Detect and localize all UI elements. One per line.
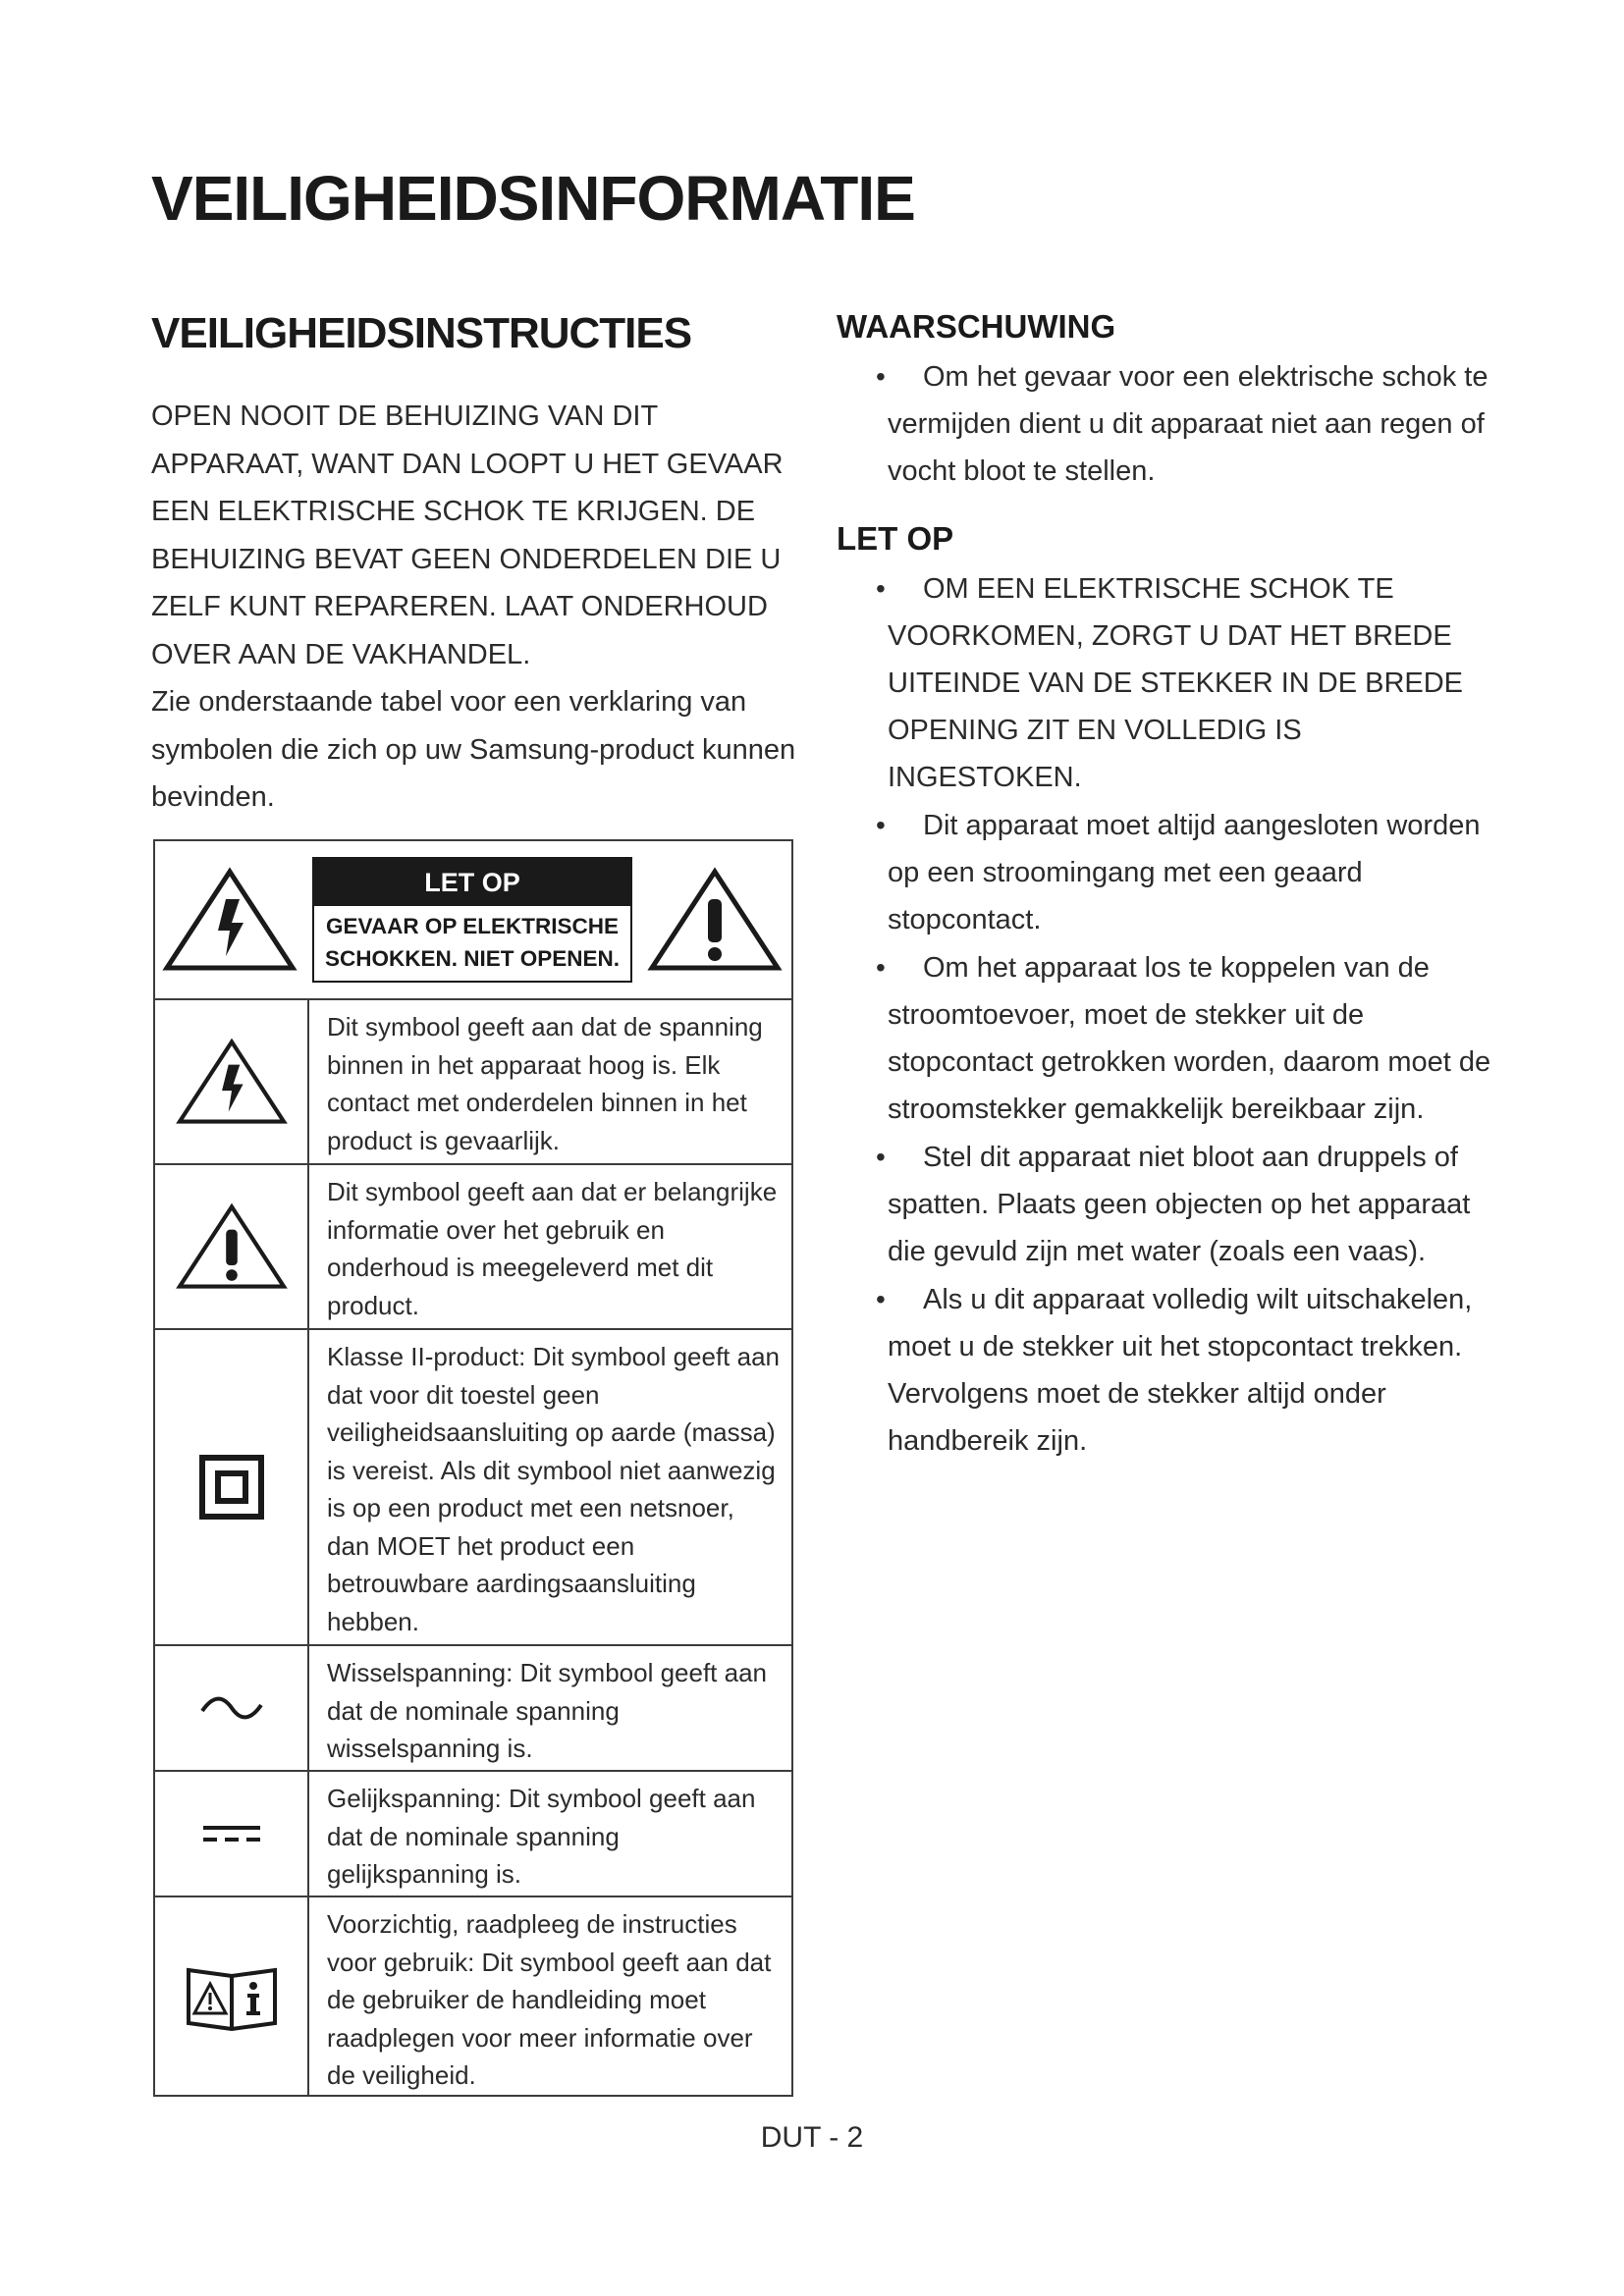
ac-sine-wave-icon bbox=[199, 1693, 264, 1723]
caution-item: • OM EEN ELEKTRISCHE SCHOK TE VOORKOMEN, ZORGT U DAT HET BREDE UITEINDE VAN DE STEKKER IN DE BREDE OPENING ZIT EN VOLLEDIG IS INGESTOKEN. bbox=[837, 565, 1494, 801]
caution-title: LET OP bbox=[837, 520, 954, 557]
caution-item: • Als u dit apparaat volledig wilt uitschakelen, moet u de stekker uit het stopcontact trekken. Vervolgens moet de stekker altijd onder handbereik zijn. bbox=[837, 1276, 1494, 1465]
symbol-description: Wisselspanning: Dit symbool geeft aan dat de nominale spanning wisselspanning is. bbox=[327, 1658, 768, 1763]
section-title-safety-instructions: VEILIGHEIDSINSTRUCTIES bbox=[151, 309, 692, 357]
symbols-table bbox=[153, 839, 793, 2097]
symbol-description: Dit symbool geeft aan dat de spanning binnen in het apparaat hoog is. Elk contact met onderdelen binnen in het product is gevaarlijk. bbox=[327, 1012, 763, 1155]
exclamation-triangle-icon bbox=[175, 1201, 289, 1292]
dc-voltage-icon bbox=[201, 1822, 262, 1845]
lightning-triangle-icon bbox=[175, 1037, 289, 1127]
double-square-class-ii-icon bbox=[199, 1455, 264, 1520]
symbols-intro-paragraph: Zie onderstaande tabel voor een verklaring van symbolen die zich op uw Samsung-product kunnen bevinden. bbox=[151, 686, 796, 813]
page-title: VEILIGHEIDSINFORMATIE bbox=[151, 163, 915, 234]
warning-title: WAARSCHUWING bbox=[837, 308, 1116, 345]
caution-label-title: LET OP bbox=[314, 859, 630, 906]
symbol-row-dc-voltage bbox=[155, 1770, 791, 1896]
caution-item: • Dit apparaat moet altijd aangesloten worden op een stroomingang met een geaard stopcontact. bbox=[837, 802, 1494, 943]
lightning-triangle-icon bbox=[161, 866, 298, 974]
symbol-description: Dit symbool geeft aan dat er belangrijke informatie over het gebruik en onderhoud is meegeleverd met dit product. bbox=[327, 1177, 778, 1320]
symbol-description: Voorzichtig, raadpleeg de instructies voor gebruik: Dit symbool geeft aan dat de gebruiker de handleiding moet raadplegen voor meer informatie over de veiligheid. bbox=[327, 1909, 772, 2090]
symbol-row-consult-manual bbox=[155, 1896, 791, 2095]
symbol-row-important-info bbox=[155, 1163, 791, 1328]
left-column bbox=[151, 304, 799, 822]
warning-list bbox=[837, 353, 1494, 495]
caution-label-box bbox=[312, 857, 632, 983]
caution-list bbox=[837, 565, 1494, 1465]
right-column bbox=[837, 304, 1494, 1466]
exclamation-triangle-icon bbox=[646, 866, 784, 974]
page-number: DUT - 2 bbox=[760, 2121, 864, 2154]
caution-label-text: GEVAAR OP ELEKTRISCHE SCHOKKEN. NIET OPENEN. bbox=[324, 914, 621, 971]
warning-item: • Om het gevaar voor een elektrische schok te vermijden dient u dit apparaat niet aan regen of vocht bloot te stellen. bbox=[837, 353, 1494, 495]
manual-caution-info-icon bbox=[185, 1962, 279, 2031]
housing-warning-paragraph: OPEN NOOIT DE BEHUIZING VAN DIT APPARAAT, WANT DAN LOOPT U HET GEVAAR EEN ELEKTRISCHE SCHOK TE KRIJGEN. DE BEHUIZING BEVAT GEEN ONDERDELEN DIE U ZELF KUNT REPAREREN. LAAT ONDERHOUD OVER AAN DE VAKHANDEL. bbox=[151, 400, 784, 670]
caution-item: • Om het apparaat los te koppelen van de stroomtoevoer, moet de stekker uit de stopcontact getrokken worden, daarom moet de stroomstekker gemakkelijk bereikbaar zijn. bbox=[837, 944, 1494, 1133]
symbol-description: Klasse II-product: Dit symbool geeft aan dat voor dit toestel geen veiligheidsaansluiting op aarde (massa) is vereist. Als dit symbool niet aanwezig is op een product met een netsnoer, dan MOET het product een betrouwbare aardingsaansluiting hebben. bbox=[327, 1342, 781, 1636]
symbol-row-high-voltage bbox=[155, 998, 791, 1163]
symbol-row-ac-voltage bbox=[155, 1644, 791, 1770]
caution-item: • Stel dit apparaat niet bloot aan druppels of spatten. Plaats geen objecten op het apparaat die gevuld zijn met water (zoals een vaas). bbox=[837, 1134, 1494, 1275]
symbol-row-class-ii bbox=[155, 1328, 791, 1644]
symbol-description: Gelijkspanning: Dit symbool geeft aan dat de nominale spanning gelijkspanning is. bbox=[327, 1784, 756, 1889]
caution-header-row bbox=[155, 841, 791, 998]
